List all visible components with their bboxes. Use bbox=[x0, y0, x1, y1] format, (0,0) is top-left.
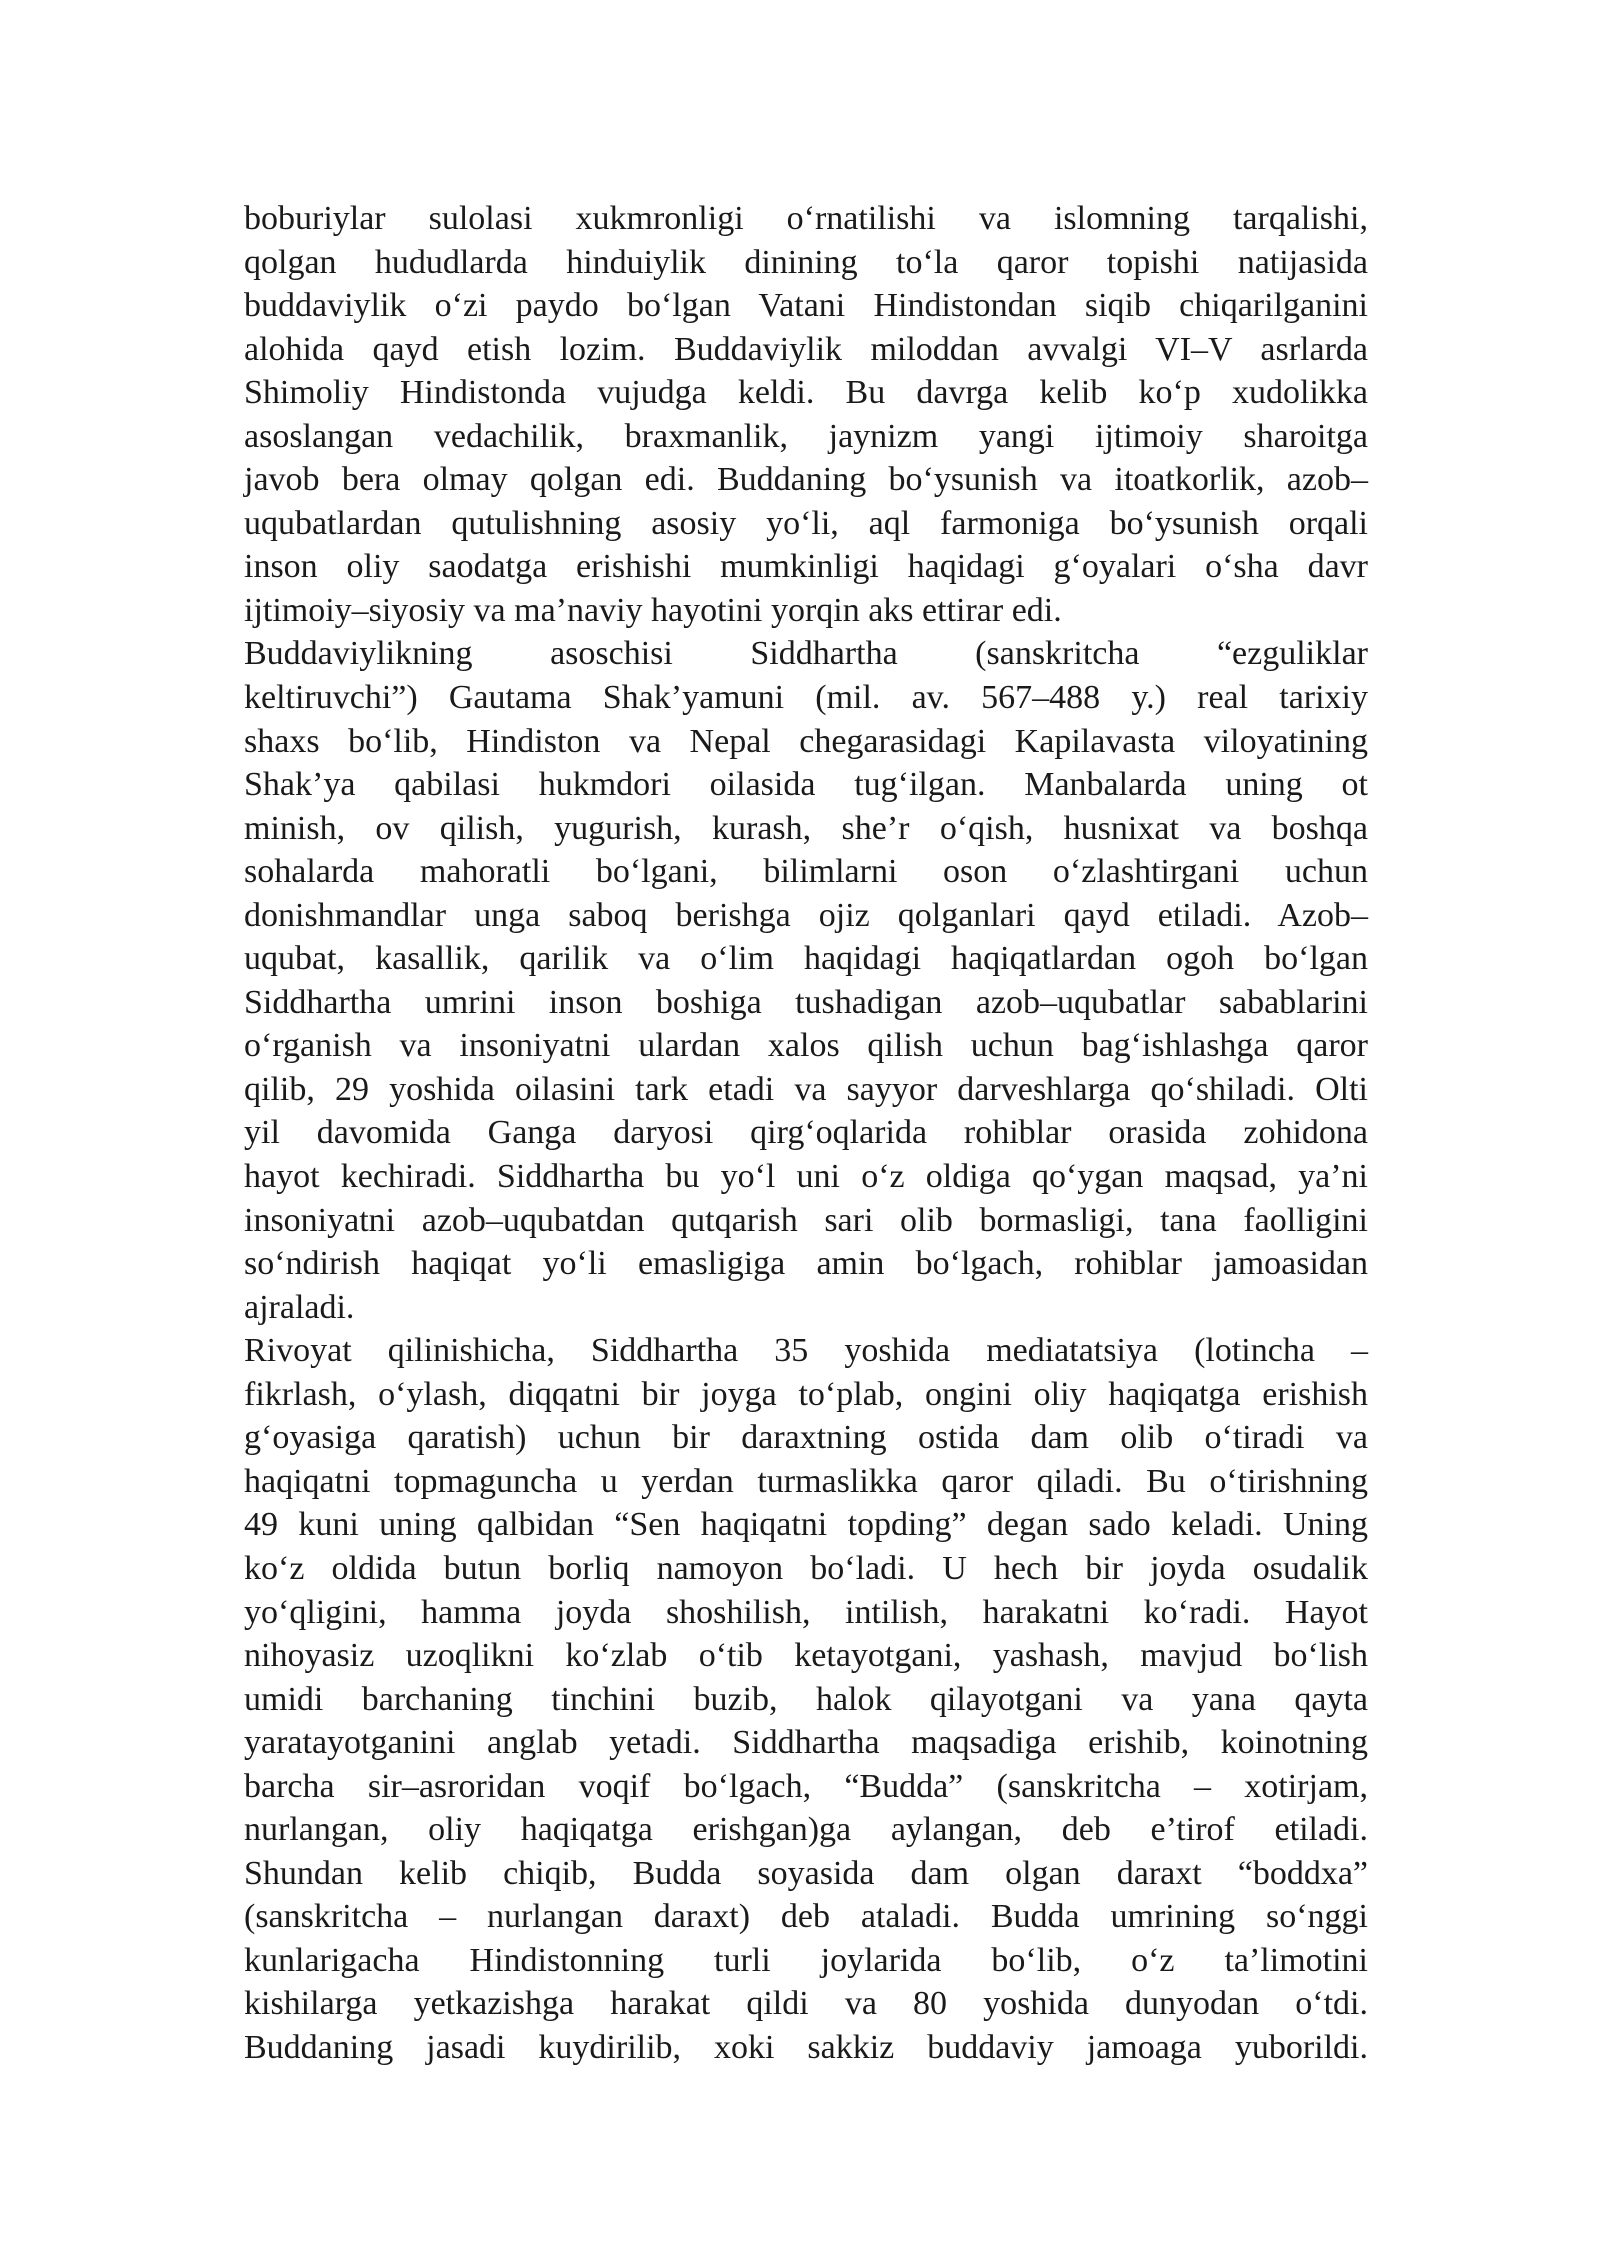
text-line: ko‘z oldida butun borliq namoyon bo‘ladi. U hech bir joyda osudalik bbox=[244, 1549, 1368, 1587]
document-body bbox=[244, 197, 1368, 2070]
text-line: shaxs bo‘lib, Hindiston va Nepal chegarasidagi Kapilavasta viloyatining bbox=[244, 722, 1368, 760]
text-line: 49 kuni uning qalbidan “Sen haqiqatni topding” degan sado keladi. Uning bbox=[244, 1506, 1368, 1544]
text-line: boburiylar sulolasi xukmronligi o‘rnatilishi va islomning tarqalishi, bbox=[244, 200, 1368, 237]
text-line: yaratayotganini anglab yetadi. Siddhartha maqsadiga erishib, koinotning bbox=[244, 1724, 1368, 1762]
text-line: keltiruvchi”) Gautama Shak’yamuni (mil. av. 567–488 y.) real tarixiy bbox=[244, 679, 1368, 717]
text-line: Shak’ya qabilasi hukmdori oilasida tug‘ilgan. Manbalarda uning ot bbox=[244, 766, 1368, 804]
text-line: umidi barchaning tinchini buzib, halok qilayotgani va yana qayta bbox=[244, 1680, 1368, 1718]
text-line: Rivoyat qilinishicha, Siddhartha 35 yoshida mediatatsiya (lotincha – bbox=[244, 1332, 1368, 1370]
text-line: buddaviylik o‘zi paydo bo‘lgan Vatani Hindistondan siqib chiqarilganini bbox=[244, 287, 1368, 325]
text-line: haqiqatni topmaguncha u yerdan turmaslikka qaror qiladi. Bu o‘tirishning bbox=[244, 1462, 1368, 1500]
text-line: qolgan hududlarda hinduiylik dinining to‘la qaror topishi natijasida bbox=[244, 243, 1368, 281]
text-line: o‘rganish va insoniyatni ulardan xalos qilish uchun bag‘ishlashga qaror bbox=[244, 1027, 1368, 1065]
text-line: fikrlash, o‘ylash, diqqatni bir joyga to‘plab, ongini oliy haqiqatga erishish bbox=[244, 1375, 1368, 1413]
text-line: yo‘qligini, hamma joyda shoshilish, intilish, harakatni ko‘radi. Hayot bbox=[244, 1593, 1368, 1631]
text-line: Siddhartha umrini inson boshiga tushadigan azob–uqubatlar sabablarini bbox=[244, 983, 1368, 1021]
text-line: hayot kechiradi. Siddhartha bu yo‘l uni o‘z oldiga qo‘ygan maqsad, ya’ni bbox=[244, 1158, 1368, 1196]
text-line: uqubatlardan qutulishning asosiy yo‘li, aql farmoniga bo‘ysunish orqali bbox=[244, 504, 1368, 542]
text-line: alohida qayd etish lozim. Buddaviylik miloddan avvalgi VI–V asrlarda bbox=[244, 330, 1368, 368]
text-line: inson oliy saodatga erishishi mumkinligi haqidagi g‘oyalari o‘sha davr bbox=[244, 548, 1368, 586]
text-line: kishilarga yetkazishga harakat qildi va 80 yoshida dunyodan o‘tdi. bbox=[244, 1985, 1368, 2023]
text-line: Buddaning jasadi kuydirilib, xoki sakkiz buddaviy jamoaga yuborildi. bbox=[244, 2028, 1368, 2066]
text-line: donishmandlar unga saboq berishga ojiz qolganlari qayd etiladi. Azob– bbox=[244, 896, 1368, 934]
text-line: asoslangan vedachilik, braxmanlik, jaynizm yangi ijtimoiy sharoitga bbox=[244, 417, 1368, 455]
text-line: uqubat, kasallik, qarilik va o‘lim haqidagi haqiqatlardan ogoh bo‘lgan bbox=[244, 940, 1368, 978]
text-line: Buddaviylikning asoschisi Siddhartha (sanskritcha “ezguliklar bbox=[244, 635, 1368, 673]
text-line: ijtimoiy–siyosiy va ma’naviy hayotini yorqin aks ettirar edi. bbox=[244, 591, 1062, 629]
text-line: nihoyasiz uzoqlikni ko‘zlab o‘tib ketayotgani, yashash, mavjud bo‘lish bbox=[244, 1637, 1368, 1675]
text-line: Shundan kelib chiqib, Budda soyasida dam olgan daraxt “boddxa” bbox=[244, 1854, 1368, 1892]
text-line: nurlangan, oliy haqiqatga erishgan)ga aylangan, deb e’tirof etiladi. bbox=[244, 1811, 1368, 1849]
text-line: yil davomida Ganga daryosi qirg‘oqlarida rohiblar orasida zohidona bbox=[244, 1114, 1368, 1152]
text-line: (sanskritcha – nurlangan daraxt) deb ataladi. Budda umrining so‘nggi bbox=[244, 1898, 1368, 1936]
text-line: minish, ov qilish, yugurish, kurash, she’r o‘qish, husnixat va boshqa bbox=[244, 809, 1368, 847]
text-line: kunlarigacha Hindistonning turli joylarida bo‘lib, o‘z ta’limotini bbox=[244, 1941, 1368, 1979]
text-line: insoniyatni azob–uqubatdan qutqarish sari olib bormasligi, tana faolligini bbox=[244, 1201, 1368, 1239]
text-line: ajraladi. bbox=[244, 1288, 355, 1326]
text-line: so‘ndirish haqiqat yo‘li emasligiga amin bo‘lgach, rohiblar jamoasidan bbox=[244, 1245, 1368, 1283]
text-line: barcha sir–asroridan voqif bo‘lgach, “Budda” (sanskritcha – xotirjam, bbox=[244, 1767, 1368, 1805]
text-line: qilib, 29 yoshida oilasini tark etadi va sayyor darveshlarga qo‘shiladi. Olti bbox=[244, 1070, 1368, 1108]
text-line: sohalarda mahoratli bo‘lgani, bilimlarni oson o‘zlashtirgani uchun bbox=[244, 853, 1368, 891]
text-line: g‘oyasiga qaratish) uchun bir daraxtning ostida dam olib o‘tiradi va bbox=[244, 1419, 1368, 1457]
text-line: javob bera olmay qolgan edi. Buddaning bo‘ysunish va itoatkorlik, azob– bbox=[244, 461, 1368, 499]
text-line: Shimoliy Hindistonda vujudga keldi. Bu davrga kelib ko‘p xudolikka bbox=[244, 374, 1368, 412]
